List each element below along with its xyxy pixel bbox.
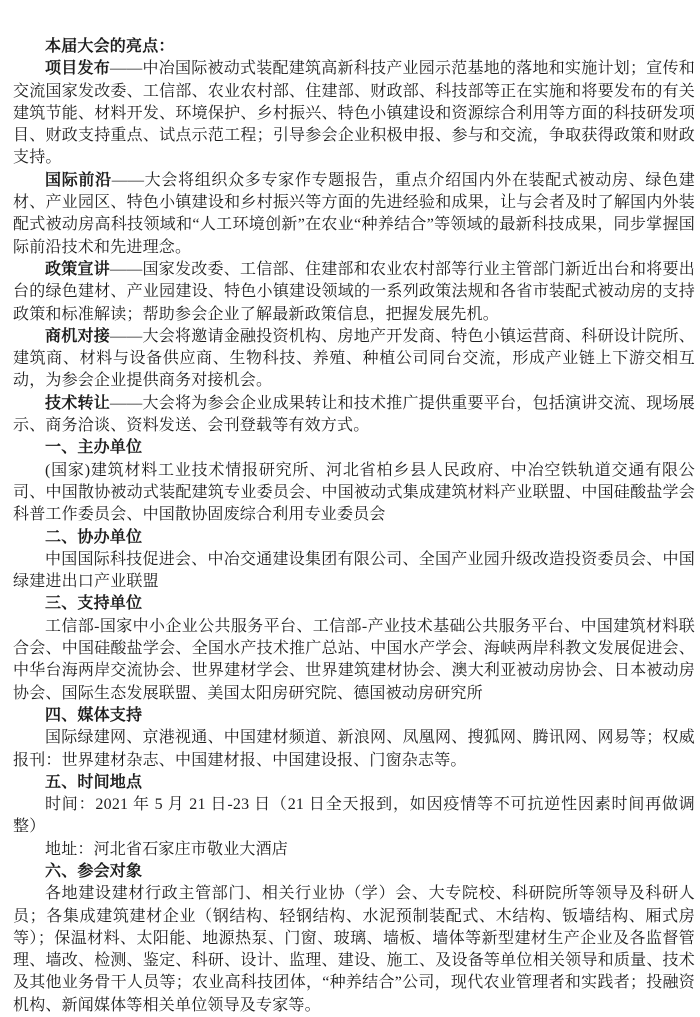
sections-list bbox=[13, 437, 695, 1017]
section-heading-text: 五、时间地点 bbox=[45, 773, 143, 791]
highlight-lead: 商机对接 bbox=[45, 327, 111, 345]
highlights-list bbox=[13, 58, 695, 437]
section-heading-text: 四、媒体支持 bbox=[45, 706, 143, 724]
section-heading bbox=[13, 705, 695, 727]
section-heading bbox=[13, 437, 695, 459]
section-heading bbox=[13, 527, 695, 549]
highlight-paragraph: 商机对接——大会将邀请金融投资机构、房地产开发商、特色小镇运营商、科研设计院所、建筑商、材料与设备供应商、生物科技、养殖、种植公司同台交流，形成产业链上下游交相互动，为参会企业提供商务对接机会。 bbox=[13, 327, 695, 390]
highlight-paragraph: 技术转让——大会将为参会企业成果转让和技术推广提供重要平台，包括演讲交流、现场展示、商务洽谈、资料发送、会刊登载等有效方式。 bbox=[13, 394, 695, 435]
highlight-paragraph: 项目发布——中冶国际被动式装配建筑高新科技产业园示范基地的落地和实施计划；宣传和交流国家发改委、工信部、农业农村部、住建部、财政部、科技部等正在实施和将要发布的有关建筑节能、材料开发、环境保护、乡村振兴、特色小镇建设和资源综合利用等方面的科技研发项目、财政支持重点、试点示范工程；引导参会企业积极申报、参与和交流，争取获得政策和财政支持。 bbox=[13, 60, 695, 167]
highlight-lead: 国际前沿 bbox=[45, 171, 112, 189]
highlight-paragraph: 国际前沿——大会将组织众多专家作专题报告，重点介绍国内外在装配式被动房、绿色建材、产业园区、特色小镇建设和乡村振兴等方面的先进经验和成果，让与会者及时了解国内外装配式被动房高科技领域和“人工环境创新”在农业“种养结合”等领域的最新科技成果，同步掌握国际前沿技术和先进理念。 bbox=[13, 171, 695, 256]
section-paragraph: 各地建设建材行政主管部门、相关行业协（学）会、大专院校、科研院所等领导及科研人员；各集成建筑建材企业（钢结构、轻钢结构、水泥预制装配式、木结构、钣墙结构、厢式房等）；保温材料、太阳能、地源热泵、门窗、玻璃、墙板、墙体等新型建材生产企业及各监督管理、墙改、检测、鉴定、科研、设计、监理、建设、施工、及设备等单位相关领导和质量、技术及其他业务骨干人员等；农业高科技团体，“种养结合”公司，现代农业管理者和实践者；投融资机构、新闻媒体等相关单位领导及专家等。 bbox=[13, 885, 695, 1014]
section-paragraph: 工信部-国家中小企业公共服务平台、工信部-产业技术基础公共服务平台、中国建筑材料联合会、中国硅酸盐学会、全国水产技术推广总站、中国水产学会、海峡两岸科教文发展促进会、中华台海两岸交流协会、世界建材学会、世界建筑建材协会、澳大利亚被动房协会、日本被动房协会、国际生态发展联盟、美国太阳房研究院、德国被动房研究所 bbox=[13, 617, 695, 702]
intro-heading-text: 本届大会的亮点： bbox=[45, 38, 175, 55]
section-heading-text: 六、参会对象 bbox=[45, 862, 143, 880]
section-heading bbox=[13, 772, 695, 794]
section-paragraph: (国家)建筑材料工业技术情报研究所、河北省柏乡县人民政府、中冶空铁轨道交通有限公司、中国散协被动式装配建筑专业委员会、中国被动式集成建筑材料产业联盟、中国硅酸盐学会科普工作委员会、中国散协固废综合利用专业委员会 bbox=[13, 461, 695, 524]
document-intro-heading bbox=[13, 36, 695, 58]
highlight-lead: 政策宣讲 bbox=[45, 260, 111, 278]
section-paragraph: 中国国际科技促进会、中冶交通建设集团有限公司、全国产业园升级改造投资委员会、中国绿建进出口产业联盟 bbox=[13, 550, 695, 591]
section-heading-text: 三、支持单位 bbox=[45, 595, 143, 613]
highlight-lead: 项目发布 bbox=[45, 60, 111, 78]
section-heading-text: 二、协办单位 bbox=[45, 528, 143, 546]
section-heading-text: 一、主办单位 bbox=[45, 439, 143, 457]
section-paragraph: 国际绿建网、京港视通、中国建材频道、新浪网、凤凰网、搜狐网、腾讯网、网易等；权威报刊：世界建材杂志、中国建材报、中国建设报、门窗杂志等。 bbox=[13, 729, 695, 769]
section-paragraph: 地址：河北省石家庄市敬业大酒店 bbox=[45, 840, 289, 858]
section-heading bbox=[13, 861, 695, 883]
section-heading bbox=[13, 593, 695, 615]
highlight-paragraph: 政策宣讲——国家发改委、工信部、住建部和农业农村部等行业主管部门新近出台和将要出台的绿色建材、产业园建设、特色小镇建设领域的一系列政策法规和各省市装配式被动房的支持政策和标准解读；帮助参会企业了解最新政策信息，把握发展先机。 bbox=[13, 260, 695, 323]
highlight-lead: 技术转让 bbox=[45, 394, 111, 412]
section-paragraph: 时间：2021 年 5 月 21 日-23 日（21 日全天报到，如因疫情等不可抗逆性因素时间再做调整） bbox=[13, 796, 695, 836]
